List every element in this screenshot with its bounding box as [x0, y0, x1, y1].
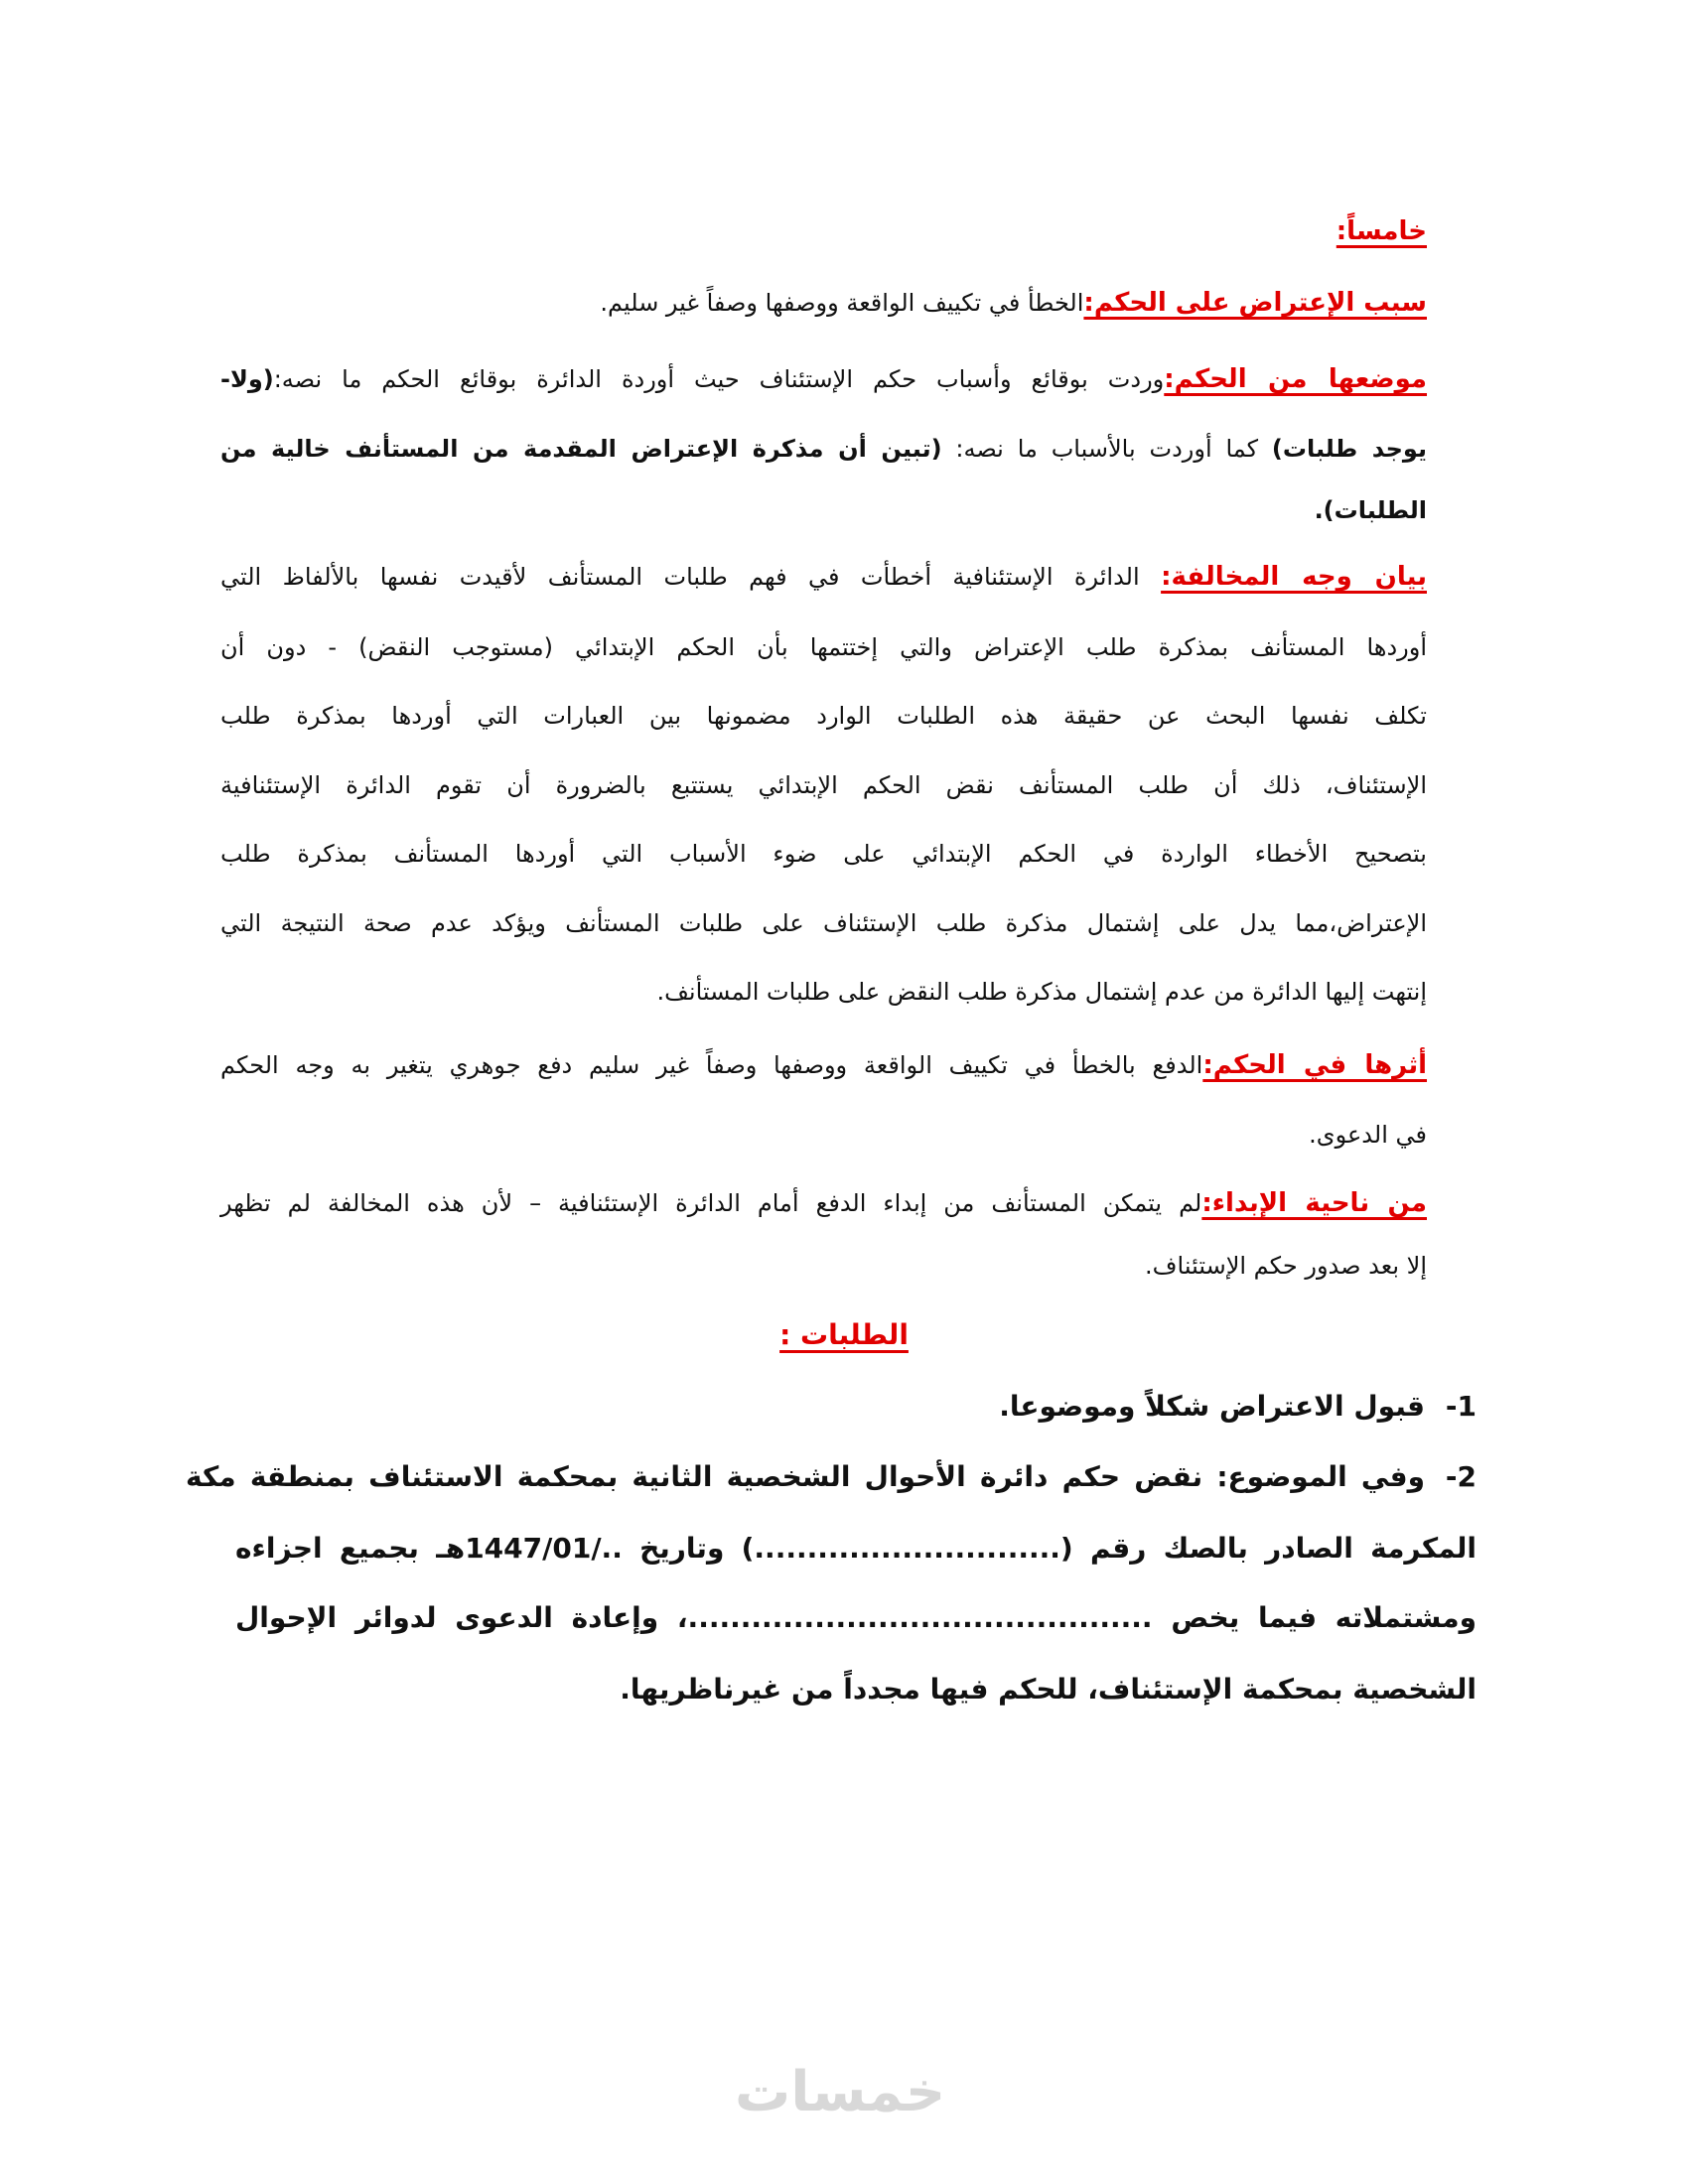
- novelty-text: لم يتمكن المستأنف من إبداء الدفع أمام الدائرة الإستئنافية – لأن هذه المخالفة لم تظهر: [220, 1189, 1202, 1217]
- novelty-line-2: إلا بعد صدور حكم الإستئناف.: [1145, 1252, 1427, 1280]
- position-line-2: [220, 429, 1427, 469]
- position-quote: (ولا-: [220, 365, 274, 393]
- violation-text: الدائرة الإستئنافية أخطأت في فهم طلبات المستأنف لأقيدت نفسها بالألفاظ التي: [220, 563, 1162, 591]
- violation-line-6: الإعتراض،مما يدل على إشتمال مذكرة طلب الإستئناف على طلبات المستأنف ويؤكد عدم صحة النتيجة التي: [220, 909, 1427, 937]
- heading-label: خامساً:: [1336, 216, 1427, 246]
- position-quote-end: الطلبات).: [1314, 496, 1427, 524]
- reason-label: سبب الإعتراض على الحكم:: [1083, 288, 1427, 318]
- section-heading: [220, 211, 1427, 251]
- requests-title-row: [0, 1315, 1688, 1359]
- effect-line-2: في الدعوى.: [1309, 1121, 1427, 1149]
- position-quote-b: (تبين أن مذكرة الإعتراض المقدمة من المستأنف خالية من: [220, 435, 942, 463]
- position-text-2: كما أوردت بالأسباب ما نصه:: [941, 435, 1272, 463]
- position-quote-a: يوجد طلبات): [1271, 435, 1427, 463]
- position-label: موضعها من الحكم:: [1164, 364, 1428, 394]
- request-2-line-2: المكرمة الصادر بالصك رقم (.............................) وتاريخ ../1447/01هـ بجميع اجزاءه: [235, 1532, 1477, 1565]
- violation-line-7: إنتهت إليها الدائرة من عدم إشتمال مذكرة طلب النقض على طلبات المستأنف.: [656, 978, 1427, 1006]
- violation-label: بيان وجه المخالفة:: [1161, 562, 1427, 592]
- novelty-label: من ناحية الإبداء:: [1201, 1188, 1427, 1218]
- effect-label: أثرها في الحكم:: [1202, 1050, 1428, 1080]
- request-text: وفي الموضوع: نقض حكم دائرة الأحوال الشخصية الثانية بمحكمة الاستئناف بمنطقة مكة: [186, 1460, 1425, 1493]
- position-text: وردت بوقائع وأسباب حكم الإستئناف حيث أوردة الدائرة بوقائع الحكم ما نصه:: [273, 365, 1165, 393]
- request-item-2: [186, 1455, 1477, 1499]
- request-2-line-4: الشخصية بمحكمة الإستئناف، للحكم فيها مجدداً من غيرناظريها.: [620, 1673, 1477, 1706]
- request-text: قبول الاعتراض شكلاً وموضوعا.: [999, 1390, 1425, 1423]
- violation-line-2: أوردها المستأنف بمذكرة طلب الإعتراض والتي إختتمها بأن الحكم الإبتدائي (مستوجب النقض) - دون أن: [220, 633, 1427, 661]
- position-line-1: [220, 359, 1427, 399]
- request-number: 1-: [1445, 1390, 1477, 1423]
- violation-line-3: تكلف نفسها البحث عن حقيقة هذه الطلبات الوارد مضمونها بين العبارات التي أوردها بمذكرة طلب: [220, 702, 1427, 730]
- reason-text: الخطأ في تكييف الواقعة ووصفها وصفاً غير سليم.: [600, 289, 1084, 317]
- effect-line-1: [220, 1045, 1427, 1085]
- violation-line-5: بتصحيح الأخطاء الواردة في الحكم الإبتدائي على ضوء الأسباب التي أوردها المستأنف بمذكرة طلب: [220, 840, 1427, 868]
- position-line-3: [220, 490, 1427, 530]
- novelty-line-1: [220, 1183, 1427, 1223]
- request-number: 2-: [1445, 1460, 1477, 1493]
- reason-line: [220, 283, 1427, 323]
- violation-line-4: الإستئناف، ذلك أن طلب المستأنف نقض الحكم الإبتدائي يستتبع بالضرورة أن تقوم الدائرة الإستئنافية: [220, 771, 1427, 799]
- request-2-line-3: ومشتملاته فيما يخص ............................................، وإعادة الدعوى لدوائر الإحوال: [235, 1601, 1477, 1634]
- violation-line-1: [220, 557, 1427, 597]
- requests-title: الطلبات :: [779, 1318, 909, 1351]
- request-item-1: [186, 1385, 1477, 1429]
- watermark-logo: خمسات: [735, 2060, 946, 2124]
- effect-text: الدفع بالخطأ في تكييف الواقعة ووصفها وصفاً غير سليم دفع جوهري يتغير به وجه الحكم: [220, 1051, 1203, 1079]
